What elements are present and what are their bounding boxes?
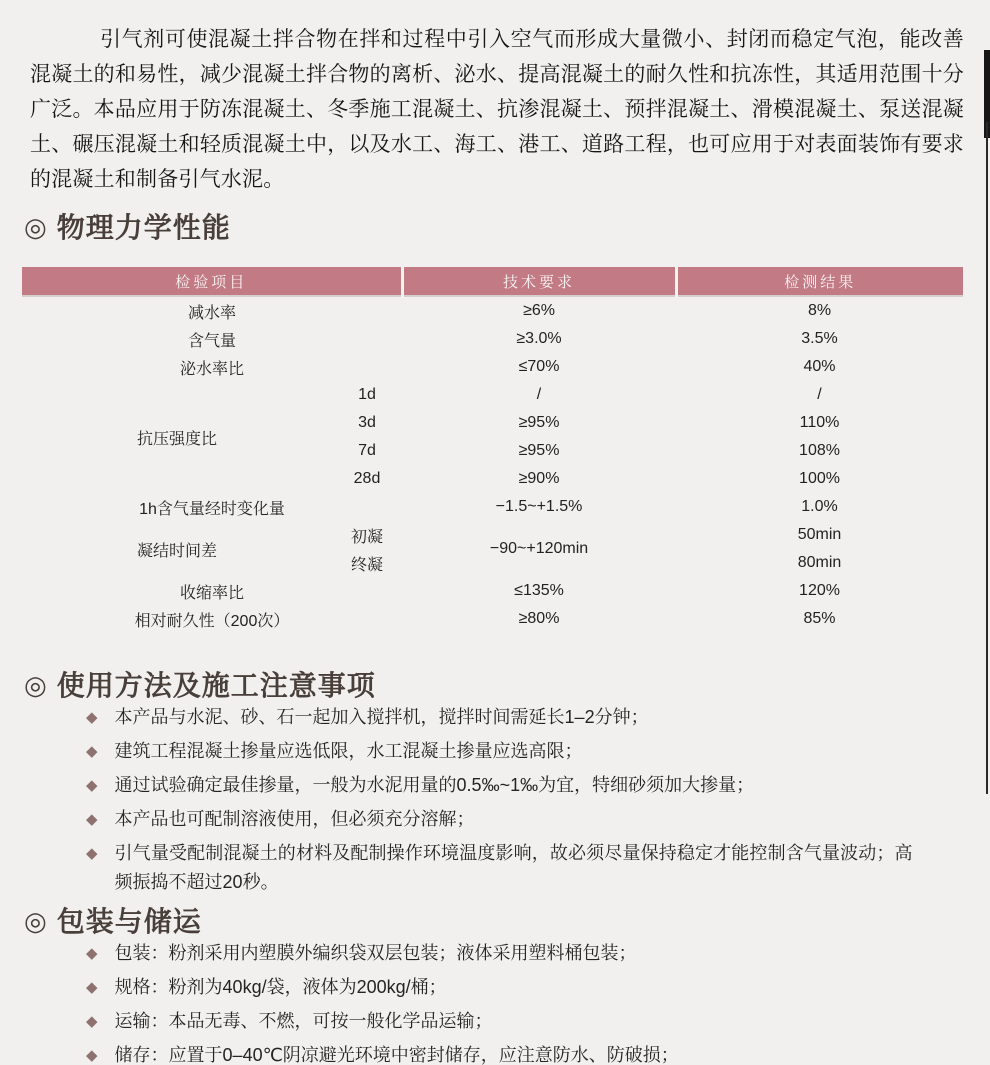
list-item	[86, 973, 990, 1002]
column-header-requirement: 技术要求	[402, 267, 676, 296]
diamond-bullet-icon: ◆	[86, 709, 98, 726]
cell-requirement: ≥95%	[518, 442, 560, 459]
column-header-item: 检验项目	[22, 267, 402, 296]
cell-requirement: −1.5~+1.5%	[495, 498, 583, 515]
cell-requirement: ≥6%	[523, 302, 555, 319]
cell-result: 120%	[799, 582, 840, 599]
cell-item-group: 抗压强度比	[136, 430, 217, 448]
section-marker-icon: ◎	[24, 906, 48, 936]
section-title-packaging: 包装与储运	[56, 906, 202, 937]
cell-item: 相对耐久性（200次）	[134, 612, 290, 630]
cell-sub-item: 初凝	[351, 528, 384, 546]
cell-result: 108%	[799, 442, 840, 459]
section-marker-icon: ◎	[24, 670, 48, 700]
cell-requirement: ≥90%	[518, 470, 560, 487]
cell-item: 1h含气量经时变化量	[139, 500, 285, 518]
list-item-text: 引气量受配制混凝土的材料及配制操作环境温度影响，故必须尽量保持稳定才能控制含气量波动；高频振捣不超过20秒。	[114, 843, 913, 892]
cell-sub-item: 7d	[358, 442, 376, 459]
cell-sub-item: 28d	[353, 470, 381, 487]
section-marker-icon: ◎	[24, 212, 48, 242]
cell-result: 1.0%	[801, 498, 838, 515]
cell-requirement: ≥95%	[518, 414, 560, 431]
cell-requirement: /	[536, 386, 542, 403]
cell-result: 80min	[797, 554, 842, 571]
cell-result: 50min	[797, 526, 842, 543]
list-item-text: 包装：粉剂采用内塑膜外编织袋双层包装；液体采用塑料桶包装；	[114, 943, 637, 963]
diamond-bullet-icon: ◆	[86, 1047, 98, 1064]
cell-result: 40%	[803, 358, 836, 375]
cell-result: 8%	[807, 302, 832, 319]
table-header-row	[22, 267, 963, 296]
table-row	[22, 325, 963, 353]
diamond-bullet-icon: ◆	[86, 945, 98, 962]
usage-notes-list	[0, 703, 990, 897]
list-item	[86, 939, 990, 968]
cell-result: 3.5%	[801, 330, 838, 347]
cell-result: 100%	[799, 470, 840, 487]
diamond-bullet-icon: ◆	[86, 979, 98, 996]
cell-item: 含气量	[188, 332, 237, 350]
list-item-text: 建筑工程混凝土掺量应选低限，水工混凝土掺量应选高限；	[114, 741, 583, 761]
cell-sub-item: 1d	[358, 386, 376, 403]
section-heading-packaging	[24, 905, 990, 939]
diamond-bullet-icon: ◆	[86, 1013, 98, 1030]
list-item	[86, 1041, 990, 1065]
cell-item-group: 凝结时间差	[136, 542, 217, 560]
list-item	[86, 839, 990, 897]
cell-requirement: −90~+120min	[489, 540, 589, 557]
diamond-bullet-icon: ◆	[86, 845, 98, 862]
table-row	[22, 493, 963, 521]
cell-item: 泌水率比	[180, 360, 245, 378]
list-item-text: 运输：本品无毒、不燃，可按一般化学品运输；	[114, 1011, 493, 1031]
table-row	[22, 353, 963, 381]
list-item	[86, 703, 990, 732]
table-row	[22, 296, 963, 325]
diamond-bullet-icon: ◆	[86, 743, 98, 760]
table-row	[22, 381, 963, 409]
list-item	[86, 805, 990, 834]
list-item-text: 通过试验确定最佳掺量，一般为水泥用量的0.5‰~1‰为宜，特细砂须加大掺量；	[114, 775, 755, 795]
scan-artifact-right-line	[986, 122, 988, 794]
cell-sub-item: 3d	[358, 414, 376, 431]
cell-requirement: ≤70%	[518, 358, 560, 375]
list-item-text: 储存：应置于0–40℃阴凉避光环境中密封储存，应注意防水、防破损；	[114, 1045, 679, 1065]
cell-requirement: ≥3.0%	[516, 330, 562, 347]
cell-requirement: ≤135%	[514, 582, 564, 599]
table-row	[22, 521, 963, 549]
list-item	[86, 1007, 990, 1036]
cell-item: 收缩率比	[180, 584, 245, 602]
cell-result: 110%	[799, 414, 840, 431]
table-row	[22, 577, 963, 605]
diamond-bullet-icon: ◆	[86, 777, 98, 794]
diamond-bullet-icon: ◆	[86, 811, 98, 828]
column-header-result: 检测结果	[676, 267, 963, 296]
document-page	[0, 22, 990, 1065]
section-title-physical: 物理力学性能	[56, 212, 231, 243]
packaging-storage-list	[0, 939, 990, 1065]
list-item-text: 本产品也可配制溶液使用，但必须充分溶解；	[114, 809, 475, 829]
intro-paragraph: 引气剂可使混凝土拌合物在拌和过程中引入空气而形成大量微小、封闭而稳定气泡，能改善混凝土的和易性，减少混凝土拌合物的离析、泌水、提高混凝土的耐久性和抗冻性，其适用范围十分广泛。本品应用于防冻混凝土、冬季施工混凝土、抗渗混凝土、预拌混凝土、滑模混凝土、泵送混凝土、碾压混凝土和轻质混凝土中，以及水工、海工、港工、道路工程，也可应用于对表面装饰有要求的混凝土和制备引气水泥。	[30, 28, 964, 191]
section-heading-usage	[24, 669, 990, 703]
cell-result: /	[817, 386, 822, 403]
list-item	[86, 737, 990, 766]
list-item-text: 本产品与水泥、砂、石一起加入搅拌机，搅拌时间需延长1–2分钟；	[114, 707, 649, 727]
section-heading-physical	[24, 211, 990, 245]
list-item-text: 规格：粉剂为40kg/袋，液体为200kg/桶；	[114, 977, 447, 997]
section-title-usage: 使用方法及施工注意事项	[56, 670, 376, 701]
cell-result: 85%	[803, 610, 836, 627]
list-item	[86, 771, 990, 800]
table-row	[22, 605, 963, 633]
cell-requirement: ≥80%	[518, 610, 560, 627]
physical-properties-table	[22, 267, 963, 633]
cell-sub-item: 终凝	[351, 556, 384, 574]
cell-item: 减水率	[188, 304, 237, 322]
